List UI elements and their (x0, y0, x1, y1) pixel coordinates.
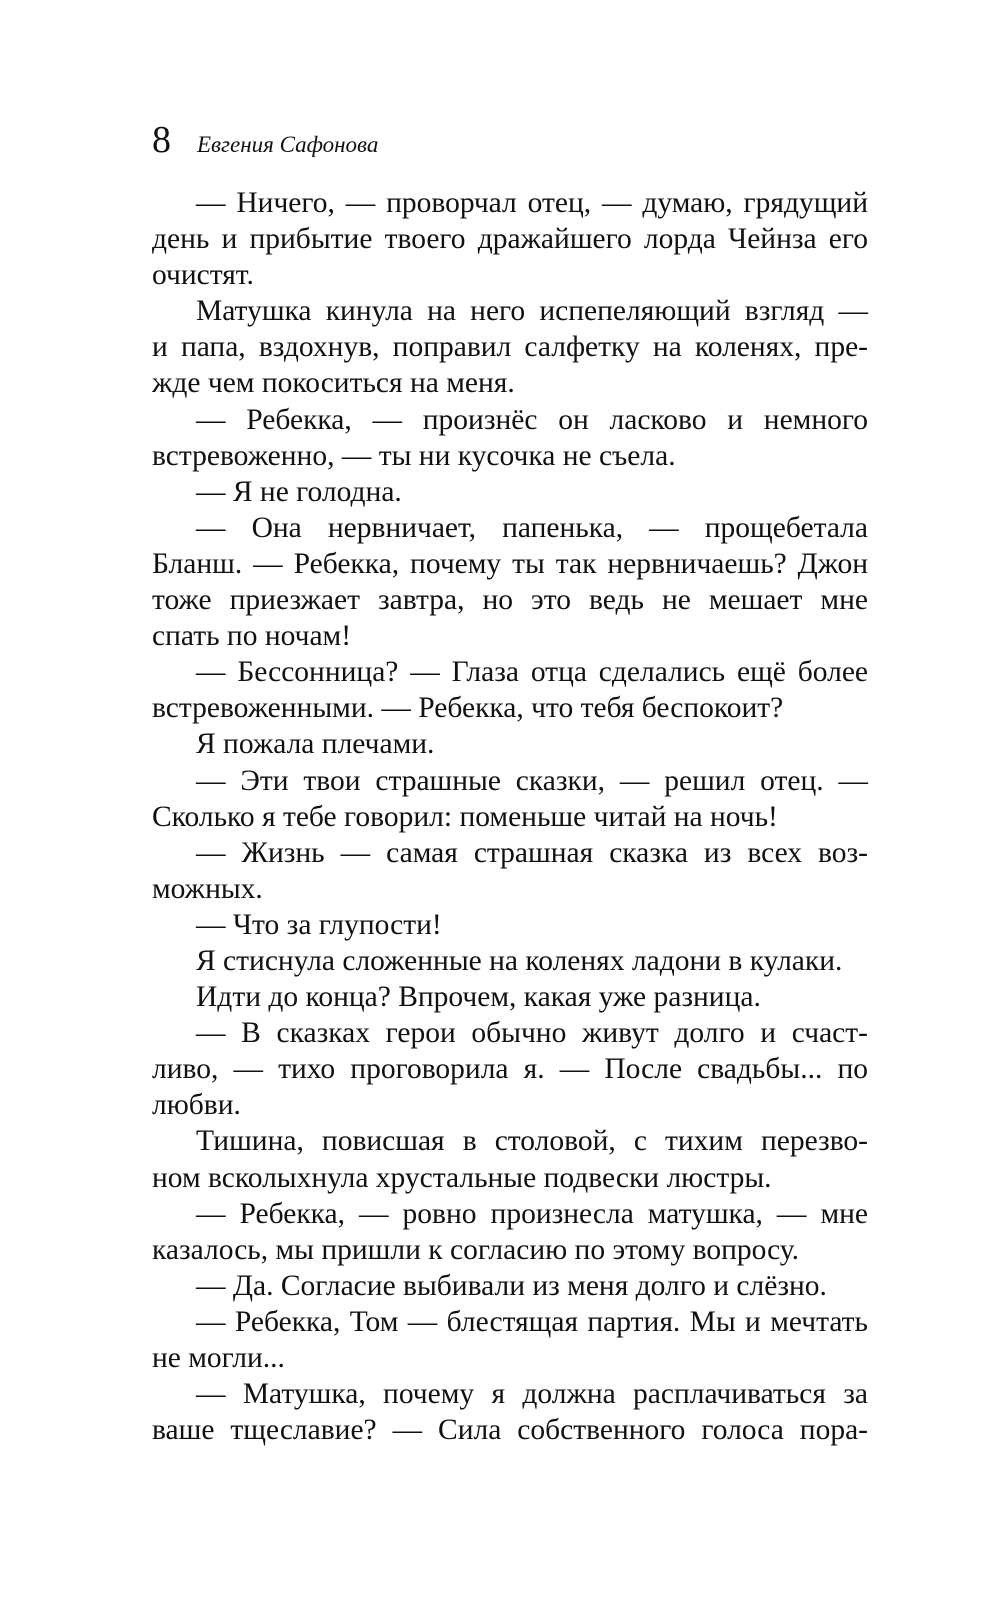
text-line: Матушка кинула на него испепеляющий взгляд — (196, 295, 868, 328)
text-line: — Жизнь — самая страшная сказка из всех воз- (196, 836, 868, 869)
text-line: ваше тщеславие? — Сила собственного голоса пора- (152, 1414, 868, 1447)
text-line: — Ребекка, — произнёс он ласково и немного (196, 403, 868, 436)
text-line: ном всколыхнула хрустальные подвески люстры. (152, 1161, 772, 1194)
text-line: любви. (152, 1089, 241, 1122)
text-line: Я пожала плечами. (196, 728, 435, 761)
text-line: жде чем покоситься на меня. (152, 367, 515, 400)
text-line: — Бессонница? — Глаза отца сделались ещё более (196, 656, 868, 689)
text-line: день и прибытие твоего дражайшего лорда Чейнза его (152, 223, 868, 256)
text-line: — Она нервничает, папенька, — прощебетала (196, 511, 868, 544)
text-line: ливо, — тихо проговорила я. — После свадьбы... по (152, 1053, 868, 1086)
text-line: Тишина, повисшая в столовой, с тихим перезво- (196, 1125, 868, 1158)
text-line: — Ребекка, — ровно произнесла матушка, — мне (196, 1197, 868, 1230)
text-line: — В сказках герои обычно живут долго и счаст- (196, 1017, 868, 1050)
text-line: очистят. (152, 259, 254, 292)
text-line: не могли... (152, 1342, 285, 1374)
text-line: Я стиснула сложенные на коленях ладони в кулаки. (196, 944, 843, 977)
text-line: — Эти твои страшные сказки, — решил отец. — (196, 764, 868, 797)
running-head (152, 118, 378, 168)
text-line: Бланш. — Ребекка, почему ты так нервничаешь? Джон (152, 547, 868, 580)
text-line: встревоженно, — ты ни кусочка не съела. (152, 439, 676, 472)
text-line: можных. (152, 872, 263, 905)
text-line: — Матушка, почему я должна расплачиваться за (196, 1378, 868, 1411)
author-name: Евгения Сафонова (197, 132, 379, 157)
text-line: Сколько я тебе говорил: поменьше читай на ночь! (152, 800, 778, 833)
text-line: казалось, мы пришли к согласию по этому вопросу. (152, 1233, 799, 1266)
text-line: тоже приезжает завтра, но это ведь не мешает мне (152, 584, 868, 617)
text-line: Идти до конца? Впрочем, какая уже разница. (196, 981, 761, 1014)
text-line: — Я не голодна. (196, 475, 402, 508)
text-line: — Ничего, — проворчал отец, — думаю, грядущий (196, 187, 868, 219)
text-line: спать по ночам! (152, 620, 352, 653)
text-line: и папа, вздохнув, поправил салфетку на коленях, пре- (152, 331, 868, 364)
text-line: встревоженными. — Ребекка, что тебя беспокоит? (152, 692, 784, 725)
text-line: — Ребекка, Том — блестящая партия. Мы и мечтать (196, 1305, 868, 1338)
page-number: 8 (152, 119, 171, 161)
text-line: — Что за глупости! (196, 908, 442, 941)
text-line: — Да. Согласие выбивали из меня долго и слёзно. (196, 1269, 827, 1302)
body-text (152, 185, 868, 1448)
